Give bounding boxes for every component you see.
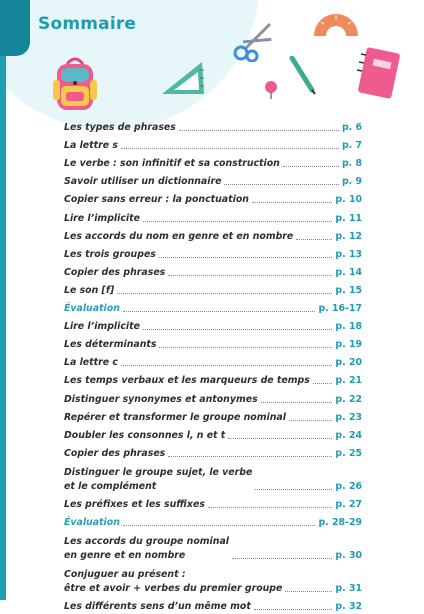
dot-leader	[261, 402, 333, 403]
toc-entry-label: Copier des phrases	[64, 447, 166, 459]
toc-entry-label: Les accords du nom en genre et en nombre	[64, 230, 294, 242]
toc-entry-label: Doubler les consonnes l, n et t	[64, 429, 226, 441]
toc-entry-page: p. 14	[335, 266, 362, 278]
toc-entry	[64, 461, 362, 494]
toc-entry	[64, 334, 362, 352]
toc-entry-page: p. 10	[335, 194, 362, 206]
toc-entry-page: p. 11	[335, 212, 362, 224]
toc-entry-label: Lire l’implicite	[64, 321, 140, 333]
toc-entry	[64, 596, 362, 614]
header-tab	[0, 0, 30, 56]
dot-leader	[296, 239, 332, 240]
toc-entry-label: Les déterminants	[64, 339, 157, 351]
dot-leader	[117, 293, 332, 294]
toc-entry	[64, 153, 362, 171]
dot-leader	[208, 507, 332, 508]
dot-leader	[168, 456, 332, 457]
dot-leader	[159, 347, 332, 348]
left-accent-bar	[0, 0, 6, 600]
dot-leader	[228, 438, 332, 439]
dot-leader	[255, 489, 332, 490]
table-of-contents	[64, 117, 362, 614]
toc-entry-page: p. 16-17	[318, 303, 362, 315]
toc-entry-label: Distinguer synonymes et antonymes	[64, 393, 258, 405]
dot-leader	[159, 257, 333, 258]
toc-entry-label: Évaluation	[64, 303, 120, 315]
dot-leader	[224, 184, 338, 185]
toc-entry-page: p. 9	[341, 176, 362, 188]
dot-leader	[121, 148, 339, 149]
toc-entry	[64, 563, 362, 596]
toc-entry	[64, 207, 362, 225]
toc-entry-label: Conjuguer au présent : être et avoir + verbes du premier groupe	[64, 568, 283, 594]
toc-entry-label: Copier des phrases	[64, 266, 166, 278]
toc-entry-label: Évaluation	[64, 516, 120, 528]
dot-leader	[121, 365, 333, 366]
toc-entry-label: Les temps verbaux et les marqueurs de temps	[64, 375, 310, 387]
toc-entry-label: Les trois groupes	[64, 248, 156, 260]
toc-entry-page: p. 8	[341, 158, 362, 170]
toc-entry-label: Les accords du groupe nominal en genre et en nombre	[64, 535, 229, 561]
toc-entry-page: p. 25	[335, 447, 362, 459]
toc-entry-page: p. 20	[335, 357, 362, 369]
toc-entry-page: p. 18	[335, 321, 362, 333]
toc-entry-page: p. 21	[335, 375, 362, 387]
set-square-icon	[160, 60, 206, 96]
pen-icon	[288, 56, 318, 96]
toc-entry	[64, 171, 362, 189]
toc-entry-label: Copier sans erreur : la ponctuation	[64, 194, 249, 206]
page-title: Sommaire	[38, 14, 137, 34]
dot-leader	[252, 202, 332, 203]
dot-leader	[289, 420, 332, 421]
toc-entry	[64, 226, 362, 244]
dot-leader	[232, 558, 332, 559]
toc-entry-page: p. 23	[335, 411, 362, 423]
toc-entry-label: Savoir utiliser un dictionnaire	[64, 176, 222, 188]
toc-entry-page: p. 24	[335, 429, 362, 441]
toc-entry-page: p. 7	[341, 140, 362, 152]
toc-entry	[64, 407, 362, 425]
toc-entry-label: Le verbe : son infinitif et sa construction	[64, 158, 280, 170]
toc-entry-page: p. 12	[335, 230, 362, 242]
toc-entry	[64, 117, 362, 135]
toc-entry-label: Les types de phrases	[64, 122, 176, 134]
protractor-icon	[312, 10, 360, 38]
toc-entry	[64, 425, 362, 443]
toc-evaluation-entry	[64, 512, 362, 530]
toc-entry-page: p. 22	[335, 393, 362, 405]
pushpin-icon	[262, 80, 280, 100]
toc-entry	[64, 443, 362, 461]
toc-entry	[64, 530, 362, 563]
toc-entry-page: p. 26	[335, 480, 362, 492]
toc-entry	[64, 370, 362, 388]
toc-evaluation-entry	[64, 298, 362, 316]
toc-entry-label: Le son [f]	[64, 284, 115, 296]
toc-entry-label: Distinguer le groupe sujet, le verbe et le complément	[64, 466, 253, 492]
toc-entry-page: p. 30	[335, 549, 362, 561]
toc-entry-label: Les préfixes et les suffixes	[64, 498, 205, 510]
toc-entry-page: p. 13	[335, 248, 362, 260]
toc-entry	[64, 316, 362, 334]
toc-entry	[64, 280, 362, 298]
dot-leader	[179, 130, 339, 131]
dot-leader	[143, 221, 332, 222]
toc-entry-label: La lettre s	[64, 140, 118, 152]
toc-entry	[64, 135, 362, 153]
toc-entry-label: Les différents sens d’un même mot	[64, 601, 251, 613]
toc-entry-page: p. 28-29	[318, 516, 362, 528]
toc-entry	[64, 494, 362, 512]
toc-entry-page: p. 15	[335, 284, 362, 296]
toc-entry-page: p. 6	[341, 122, 362, 134]
toc-entry-page: p. 32	[335, 601, 362, 613]
notebook-icon	[356, 46, 400, 102]
toc-entry-page: p. 27	[335, 498, 362, 510]
toc-entry	[64, 244, 362, 262]
toc-entry	[64, 262, 362, 280]
toc-entry-page: p. 19	[335, 339, 362, 351]
dot-leader	[254, 609, 333, 610]
toc-entry	[64, 388, 362, 406]
dot-leader	[123, 311, 316, 312]
dot-leader	[168, 275, 332, 276]
toc-entry-page: p. 31	[335, 582, 362, 594]
toc-entry-label: La lettre c	[64, 357, 118, 369]
dot-leader	[143, 329, 332, 330]
dot-leader	[285, 591, 332, 592]
dot-leader	[313, 383, 333, 384]
toc-entry-label: Repérer et transformer le groupe nominal	[64, 411, 286, 423]
dot-leader	[123, 525, 316, 526]
toc-entry-label: Lire l’implicite	[64, 212, 140, 224]
dot-leader	[283, 166, 339, 167]
toc-entry	[64, 352, 362, 370]
backpack-icon	[50, 54, 100, 114]
toc-entry	[64, 189, 362, 207]
scissors-icon	[232, 20, 274, 62]
